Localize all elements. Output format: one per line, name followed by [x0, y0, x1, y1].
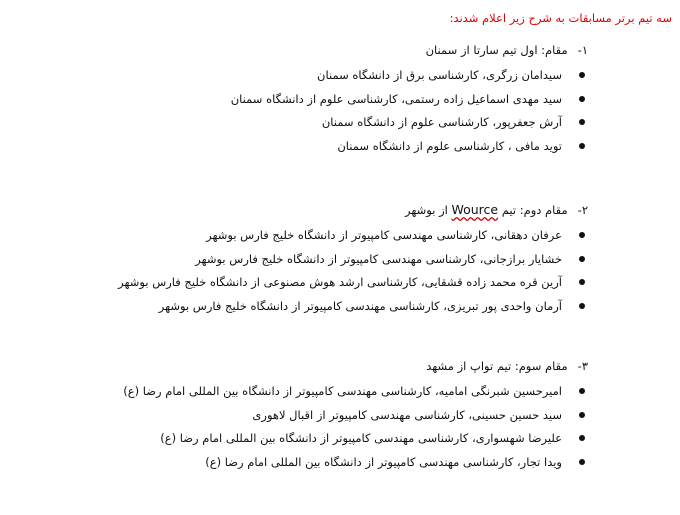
- section-title-text: مقام: اول تیم سارتا از سمنان: [425, 43, 568, 57]
- section-title: [426, 42, 588, 58]
- list-item: عرفان دهقانی، کارشناسی مهندسی کامپیوتر از دانشگاه خلیج فارس بوشهر: [0, 227, 680, 251]
- list-item: سید مهدی اسماعیل زاده رستمی، کارشناسی علوم از دانشگاه سمنان: [0, 91, 680, 115]
- section-number: ۱-: [577, 43, 588, 57]
- team-name-misspelled: Wource: [451, 202, 499, 217]
- list-item: خشایار برازجانی، کارشناسی مهندسی کامپیوتر از دانشگاه خلیج فارس بوشهر: [0, 251, 680, 275]
- list-item: آرین قره محمد زاده قشقایی، کارشناسی ارشد هوش مصنوعی از دانشگاه خلیج فارس بوشهر: [0, 274, 680, 298]
- section-title: [426, 358, 588, 374]
- member-list: [0, 67, 680, 161]
- member-list: [0, 383, 680, 477]
- list-item: سیدامان زرگری، کارشناسی برق از دانشگاه سمنان: [0, 67, 680, 91]
- section-title: [405, 202, 588, 218]
- list-item: آرش جعفرپور، کارشناسی علوم از دانشگاه سمنان: [0, 114, 680, 138]
- list-item: امیرحسین شبرنگی امامیه، کارشناسی مهندسی کامپیوتر از دانشگاه بین المللی امام رضا (ع): [0, 383, 680, 407]
- list-item: سید حسین حسینی، کارشناسی مهندسی کامپیوتر از اقبال لاهوری: [0, 407, 680, 431]
- member-list: [0, 227, 680, 321]
- list-item: آرمان واحدی پور تبریزی، کارشناسی مهندسی کامپیوتر از دانشگاه خلیج فارس بوشهر: [0, 298, 680, 322]
- section-number: ۳-: [577, 359, 588, 373]
- section-title-prefix: مقام دوم: تیم: [501, 203, 568, 217]
- list-item: توید مافی ، کارشناسی علوم از دانشگاه سمنان: [0, 138, 680, 162]
- list-item: علیرضا شهسواری، کارشناسی مهندسی کامپیوتر از دانشگاه بین المللی امام رضا (ع): [0, 430, 680, 454]
- intro-text: سه تیم برتر مسابقات به شرح زیر اعلام شدند:: [449, 11, 672, 25]
- section-number: ۲-: [577, 203, 588, 217]
- section-title-text: مقام سوم: تیم تواپ از مشهد: [426, 359, 568, 373]
- list-item: ویدا تجار، کارشناسی مهندسی کامپیوتر از دانشگاه بین المللی امام رضا (ع): [0, 454, 680, 478]
- section-title-suffix: از بوشهر: [404, 203, 448, 217]
